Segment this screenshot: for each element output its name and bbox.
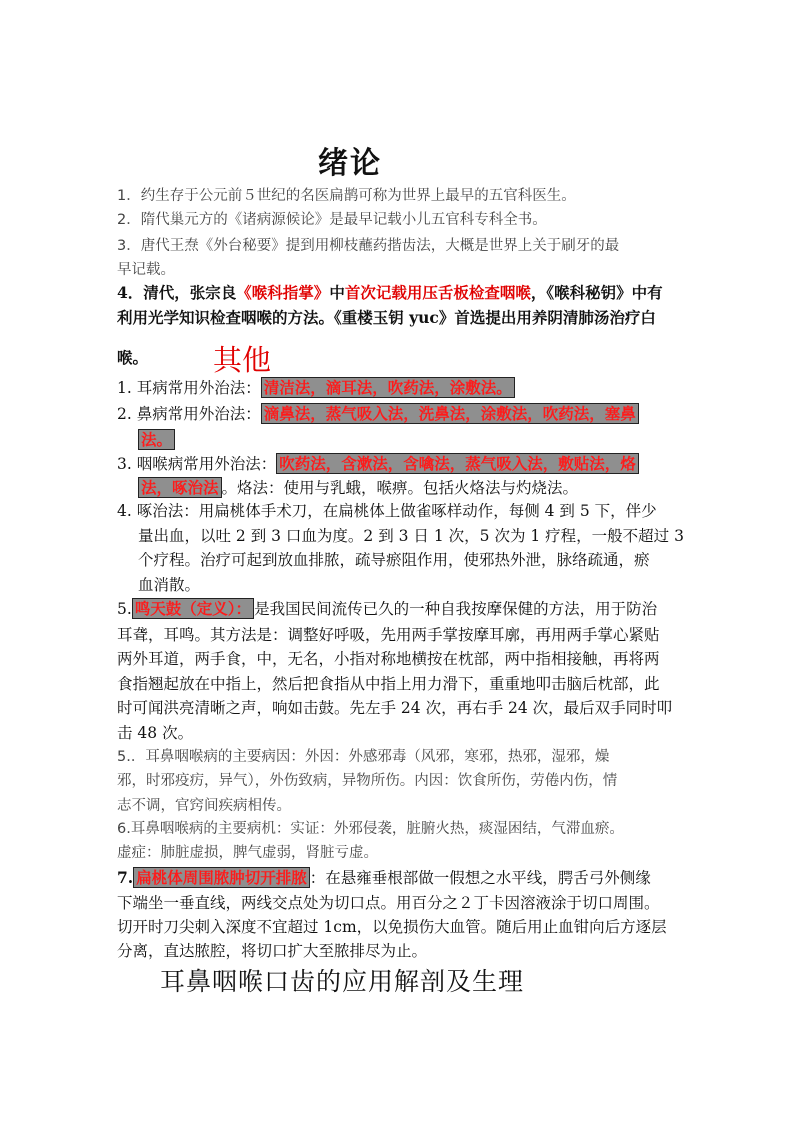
item6-line-2: 虚症：肺脏虚损，脾气虚弱，肾脏亏虚。	[117, 845, 378, 861]
intro-line-1: 1．约生存于公元前５世纪的名医扁鹊可称为世界上最早的五官科医生。	[117, 188, 576, 204]
item5-number: 5.	[117, 600, 132, 618]
item5-line-6: 击 48 次。	[117, 724, 194, 742]
list-item-3	[117, 452, 697, 474]
item4-highlight: 首次记载用压舌板检查咽喉	[344, 283, 531, 302]
item7-highlight: 扁桃体周围脓肿切开排脓	[133, 867, 310, 888]
intro-line-4: 早记载。	[117, 262, 175, 278]
item5-line-2: 耳聋，耳鸣。其方法是：调整好呼吸，先用两手掌按摩耳廓，再用两手掌心紧贴	[117, 626, 660, 644]
list-item-2-highlight: 滴鼻法，蒸气吸入法，洗鼻法，涂敷法，吹药法，塞鼻	[261, 403, 639, 424]
list-item-2-cont	[138, 428, 718, 450]
list-item-3-cont	[138, 476, 718, 498]
item5b-line-1: 5.．耳鼻咽喉病的主要病因：外因：外感邪毒（风邪，寒邪，热邪，湿邪，燥	[117, 749, 610, 765]
item7-number: 7.	[117, 868, 134, 887]
item4-line-1	[117, 281, 697, 303]
section-heading-anatomy: 耳鼻咽喉口齿的应用解剖及生理	[160, 967, 525, 996]
list-item-4-line-4: 血消散。	[138, 576, 201, 594]
list-item-3-highlight-cont: 法，啄治法	[138, 477, 222, 498]
list-item-1-highlight: 清洁法，滴耳法，吹药法，涂敷法。	[261, 377, 515, 398]
item6-line-1: 6.耳鼻咽喉病的主要病机：实证：外邪侵袭，脏腑火热，痰湿困结，气滞血瘀。	[117, 821, 624, 837]
intro-line-3: 3．唐代王焘《外台秘要》提到用柳枝蘸药揩齿法，大概是世界上关于刷牙的最	[117, 238, 620, 254]
list-item-3-rest: 。烙法：使用与乳蛾，喉痹。包括火烙法与灼烧法。	[221, 479, 579, 497]
item7-line-1	[117, 866, 697, 888]
list-item-2	[117, 402, 697, 424]
item5-text: 是我国民间流传已久的一种自我按摩保健的方法，用于防治	[254, 600, 658, 618]
item7-text: ：在悬雍垂根部做一假想之水平线，腭舌弓外侧缘	[309, 869, 651, 887]
item4-book-title: 《喉科指掌》	[236, 283, 330, 302]
item5-line-3: 两外耳道，两手食，中，无名，小指对称地横按在枕部，两中指相接触，再将两	[117, 650, 660, 668]
item7-line-3: 切开时刀尖刺入深度不宜超过 1cm，以免损伤大血管。随后用止血钳向后方逐层	[117, 918, 667, 936]
item5b-line-2: 邪，时邪疫疠，异气），外伤致病，异物所伤。内因：饮食所伤，劳倦内伤，情	[117, 773, 618, 789]
list-item-2-highlight-cont: 法。	[138, 429, 175, 450]
item4-line-3: 喉。	[117, 348, 149, 367]
item4-line-2: 利用光学知识检查咽喉的方法。《重楼玉钥 yuc》首选提出用养阴清肺汤治疗白	[117, 308, 656, 327]
list-item-2-label: 2. 鼻病常用外治法：	[117, 405, 261, 423]
item5-line-1	[117, 597, 697, 619]
item7-line-4: 分离，直达脓腔，将切口扩大至脓排尽为止。	[117, 942, 428, 960]
intro-line-2: 2．隋代巢元方的《诸病源候论》是最早记载小儿五官科专科全书。	[117, 212, 547, 228]
item5-line-5: 时可闻洪亮清晰之声，响如击鼓。先左手 24 次，再右手 24 次，最后双手同时叩	[117, 699, 673, 717]
item4-text-c: 中	[329, 283, 345, 302]
item4-text-a: 4．清代，张宗良	[117, 283, 237, 302]
item5-highlight: 鸣天鼓（定义）：	[132, 598, 254, 619]
list-item-1	[117, 376, 697, 398]
list-item-3-highlight: 吹药法，含漱法，含噙法，蒸气吸入法，敷贴法，烙	[276, 453, 639, 474]
list-item-4-line-1: 4. 啄治法：用扁桃体手术刀，在扁桃体上做雀啄样动作，每侧 4 到 5 下，伴少	[117, 502, 657, 520]
page-title: 绪论	[318, 146, 382, 181]
item7-line-2: 下端坐一垂直线，两线交点处为切口点。用百分之２丁卡因溶液涂于切口周围。	[117, 894, 660, 912]
item5b-line-3: 志不调，官窍间疾病相传。	[117, 798, 291, 814]
list-item-3-label: 3. 咽喉病常用外治法：	[117, 455, 277, 473]
item5-line-4: 食指翘起放在中指上，然后把食指从中指上用力滑下，重重地叩击脑后枕部，此	[117, 675, 660, 693]
item4-text-e: ，《喉科秘钥》中有	[530, 283, 663, 302]
list-item-4-line-3: 个疗程。治疗可起到放血排脓，疏导瘀阻作用，使邪热外泄，脉络疏通，瘀	[138, 551, 650, 569]
list-item-4-line-2: 量出血，以吐 2 到 3 口血为度。2 到 3 日 1 次，5 次为 1 疗程，一般不超过 3	[138, 527, 684, 545]
list-item-1-label: 1. 耳病常用外治法：	[117, 379, 261, 397]
section-heading-other: 其他	[213, 343, 272, 377]
